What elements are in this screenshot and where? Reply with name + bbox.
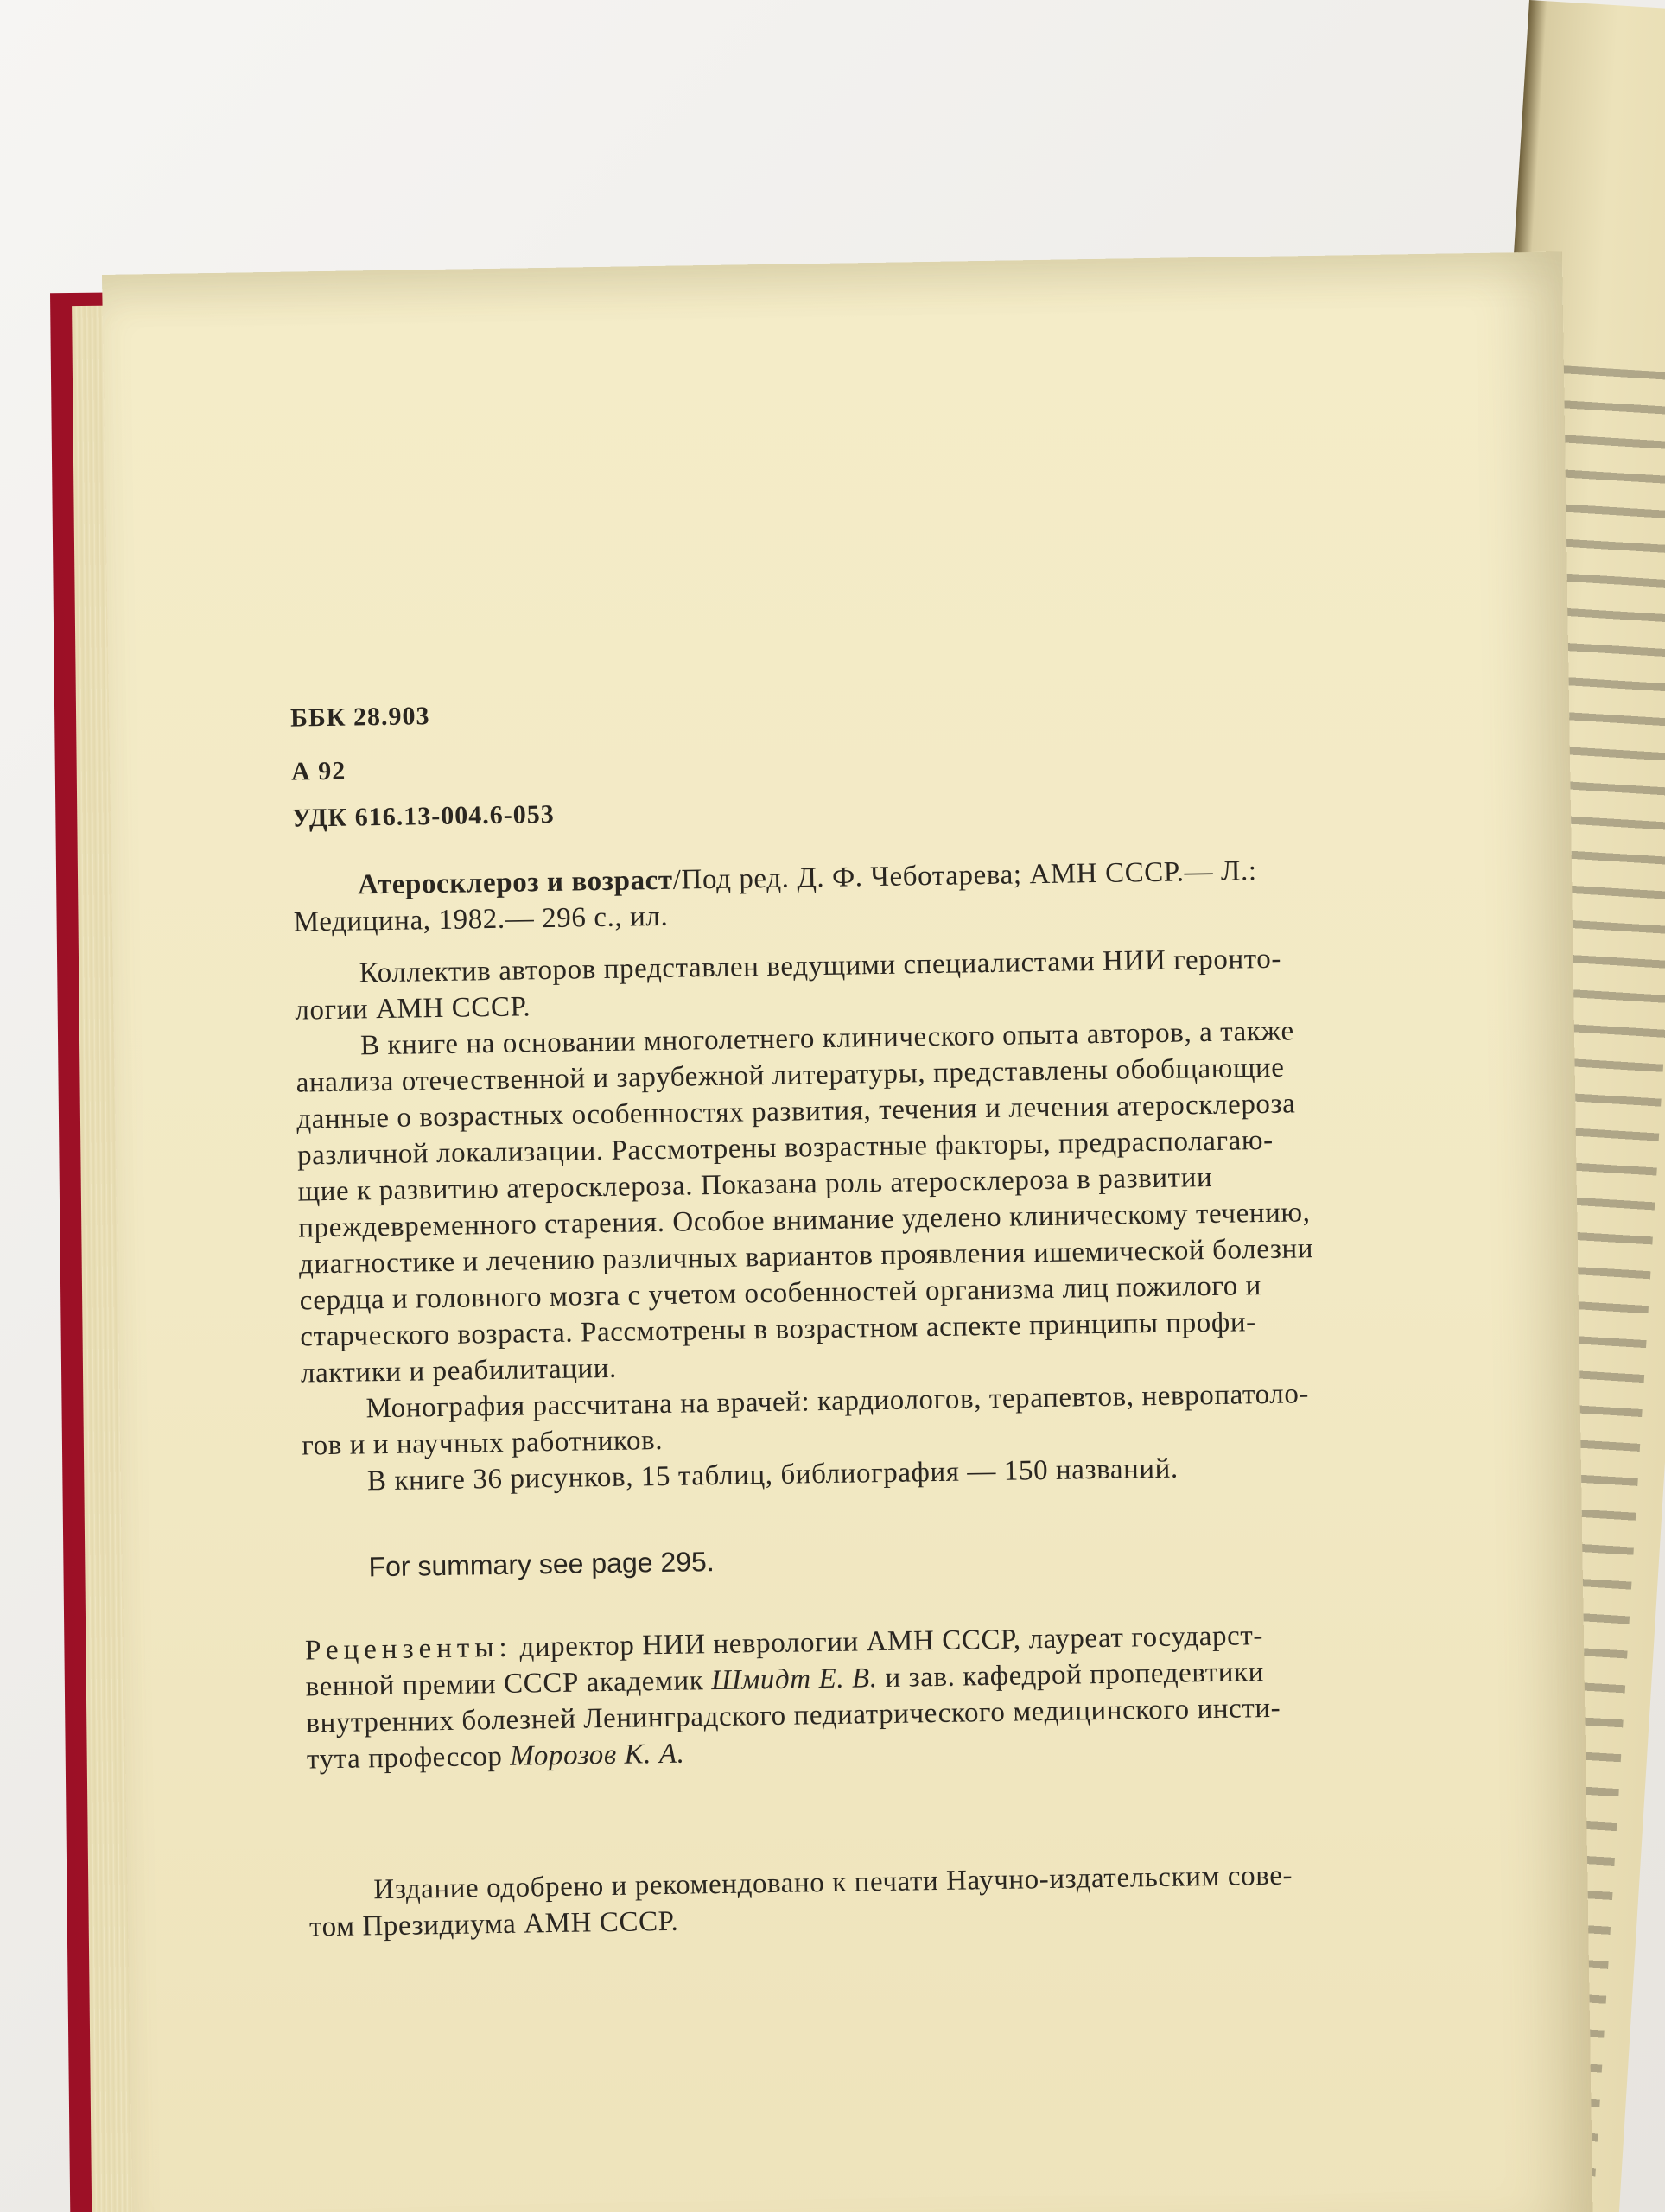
author-mark: А 92 xyxy=(290,756,346,786)
audience-line: гов и и научных работников. xyxy=(302,1424,664,1462)
bbk-code: ББК 28.903 xyxy=(289,702,430,733)
english-summary-note: For summary see page 295. xyxy=(368,1546,715,1583)
reviewers-line-2-end: и зав. кафедрой пропедевтики xyxy=(877,1656,1265,1694)
abstract-line: преждевременного старения. Особое внимание уделено клиническому течению, xyxy=(298,1197,1311,1244)
abstract-paragraph xyxy=(296,1009,1554,1392)
reviewer-name-morozov: Морозов К. А. xyxy=(509,1738,685,1772)
reviewers-line-3: внутренних болезней Ленинградского педиатрического медицинского инсти- xyxy=(306,1692,1281,1739)
reviewers-line-4-start: тута профессор xyxy=(306,1740,511,1776)
reviewers-paragraph xyxy=(305,1613,1560,1778)
imprint-content xyxy=(285,391,1562,1946)
reviewers-line-2-start: венной премии СССР академик xyxy=(305,1665,712,1703)
reviewer-name-shmidt: Шмидт Е. В. xyxy=(710,1662,878,1697)
approval-line: Издание одобрено и рекомендовано к печати Научно-издательским сове- xyxy=(373,1859,1293,1906)
authors-line: логии АМН СССР. xyxy=(295,991,531,1027)
audience-line: Монография рассчитана на врачей: кардиологов, терапевтов, невропатоло- xyxy=(365,1378,1310,1425)
abstract-line: В книге на основании многолетнего клинического опыта авторов, а также xyxy=(359,1015,1295,1062)
abstract-line: данные о возрастных особенностях развития, течения и лечения атеросклероза xyxy=(296,1088,1296,1135)
authors-line: Коллектив авторов представлен ведущими специалистами НИИ геронто- xyxy=(359,943,1282,989)
abstract-line: диагностике и лечению различных вариантов проявления ишемической болезни xyxy=(298,1233,1314,1281)
reviewers-line-1-rest: директор НИИ неврологии АМН СССР, лауреат государст- xyxy=(512,1620,1264,1663)
udk-code: УДК 616.13-004.6-053 xyxy=(291,799,555,833)
audience-paragraph xyxy=(301,1372,1555,1501)
approval-paragraph xyxy=(308,1853,1562,1946)
abstract-line: щие к развитию атеросклероза. Показана роль атеросклероза в развитии xyxy=(297,1161,1213,1208)
abstract-line: различной локализации. Рассмотрены возрастные факторы, предрасполагаю- xyxy=(296,1124,1274,1172)
abstract-line: сердца и головного мозга с учетом особенностей организма лиц пожилого и xyxy=(299,1270,1262,1317)
abstract-line: лактики и реабилитации. xyxy=(300,1352,618,1389)
bibliographic-line-2: Медицина, 1982.— 296 с., ил. xyxy=(293,900,669,938)
abstract-line: анализа отечественной и зарубежной литературы, представлены обобщающие xyxy=(296,1052,1285,1099)
reviewers-label: Рецензенты: xyxy=(304,1631,512,1667)
contents-line: В книге 36 рисунков, 15 таблиц, библиография — 150 названий. xyxy=(366,1452,1179,1497)
book-title: Атеросклероз и возраст xyxy=(357,864,673,901)
approval-line: том Президиума АМН СССР. xyxy=(308,1905,679,1943)
book-page xyxy=(102,251,1593,2212)
bibliographic-line-1-rest: /Под ред. Д. Ф. Чеботарева; АМН СССР.— Л.: xyxy=(672,855,1257,896)
abstract-line: старческого возраста. Рассмотрены в возрастном аспекте принципы профи- xyxy=(300,1306,1256,1353)
bibliographic-record xyxy=(293,849,1547,941)
